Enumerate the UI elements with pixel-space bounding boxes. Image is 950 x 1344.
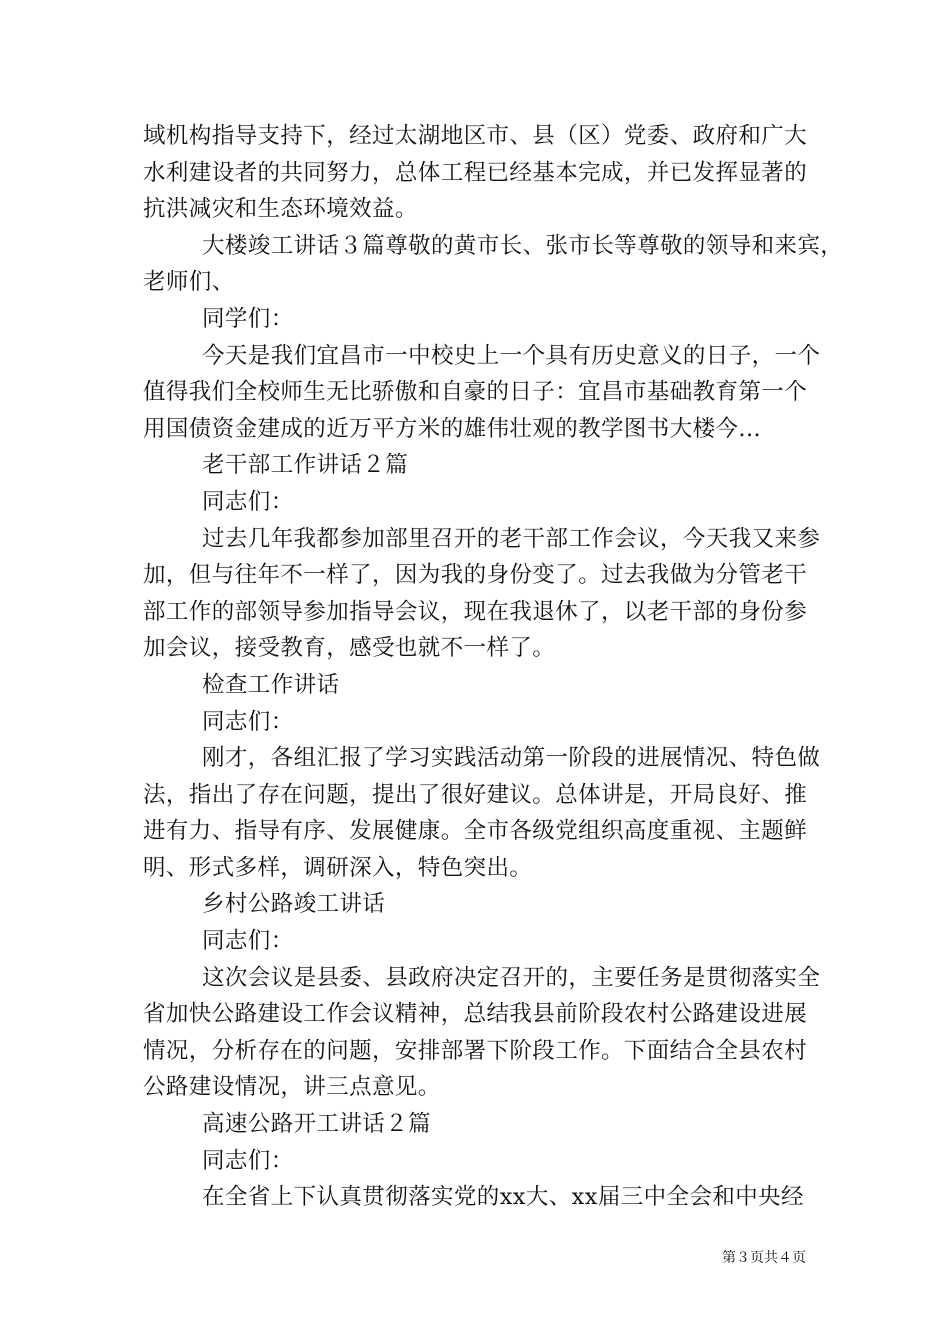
text-line: 过去几年我都参加部里召开的老干部工作会议，今天我又来参: [202, 525, 821, 552]
text-line: 域机构指导支持下，经过太湖地区市、县（区）党委、政府和广大: [143, 123, 808, 149]
text-line: 同志们：: [202, 708, 294, 735]
text-line: 大楼竣工讲话３篇尊敬的黄市长、张市长等尊敬的领导和来宾，: [202, 232, 844, 259]
text-line: 用国债资金建成的近万平方米的雄伟壮观的教学图书大楼今...: [143, 415, 762, 442]
text-line: 部工作的部领导参加指导会议，现在我退休了，以老干部的身份参: [143, 598, 808, 625]
page-number-footer: 第３页共４页: [722, 1250, 806, 1266]
text-line: 老师们、: [143, 269, 235, 296]
text-line: 在全省上下认真贯彻落实党的xx大、xx届三中全会和中央经: [202, 1184, 804, 1211]
text-line: 检查工作讲话: [202, 671, 340, 698]
text-line: 加，但与往年不一样了，因为我的身份变了。过去我做为分管老干: [143, 562, 808, 589]
text-line: 抗洪减灾和生态环境效益。: [143, 196, 418, 223]
text-line: 值得我们全校师生无比骄傲和自豪的日子：宜昌市基础教育第一个: [143, 379, 808, 406]
text-line: 加会议，接受教育，感受也就不一样了。: [143, 635, 556, 662]
text-line: 老干部工作讲话２篇: [202, 452, 409, 479]
text-line: 公路建设情况，讲三点意见。: [143, 1074, 441, 1101]
text-line: 情况，分析存在的问题，安排部署下阶段工作。下面结合全县农村: [143, 1037, 808, 1064]
text-line: 水利建设者的共同努力，总体工程已经基本完成，并已发挥显著的: [143, 159, 808, 186]
text-line: 乡村公路竣工讲话: [202, 891, 386, 918]
text-line: 省加快公路建设工作会议精神，总结我县前阶段农村公路建设进展: [143, 1001, 808, 1028]
text-line: 同志们：: [202, 488, 294, 515]
text-line: 刚才，各组汇报了学习实践活动第一阶段的进展情况、特色做: [202, 745, 821, 772]
text-line: 这次会议是县委、县政府决定召开的，主要任务是贯彻落实全: [202, 964, 821, 991]
text-line: 法，指出了存在问题，提出了很好建议。总体讲是，开局良好、推: [143, 781, 808, 808]
text-line: 同志们：: [202, 1147, 294, 1174]
text-line: 今天是我们宜昌市一中校史上一个具有历史意义的日子，一个: [202, 342, 821, 369]
text-line: 明、形式多样，调研深入，特色突出。: [143, 854, 533, 881]
text-line: 进有力、指导有序、发展健康。全市各级党组织高度重视、主题鲜: [143, 818, 808, 845]
text-line: 同志们：: [202, 928, 294, 955]
text-line: 高速公路开工讲话２篇: [202, 1111, 432, 1138]
document-body: [143, 118, 844, 1216]
text-line: 同学们：: [202, 305, 294, 332]
